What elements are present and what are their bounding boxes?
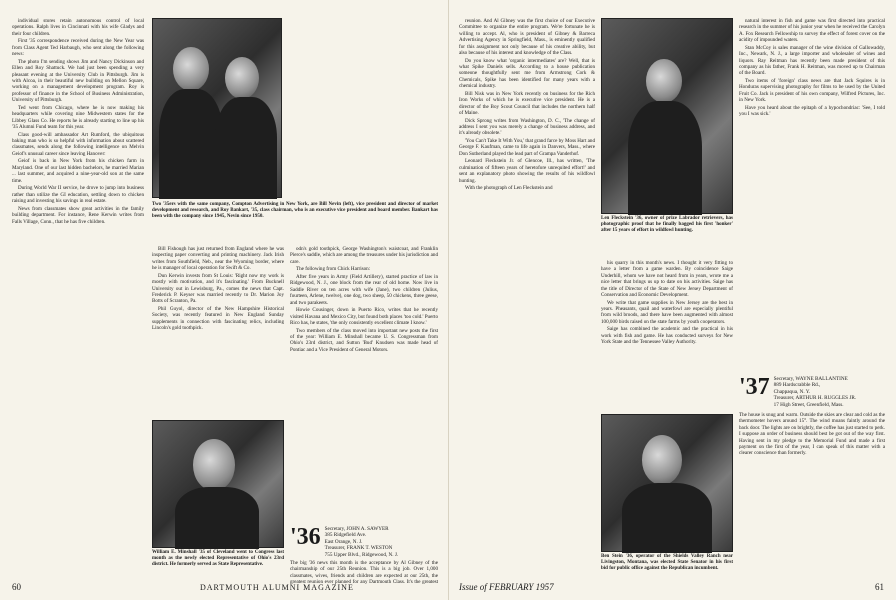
paragraph: Two members of the class moved into important new posts the first of the year: William E. Minshall became U. S. Congressman from Ohio's 23rd district, and Sutton 'Bud' Knudsen was made head of Pontiac and a Vice President of General Motors. bbox=[290, 327, 438, 353]
class-officers: Secretary, JOHN A. SAWYER 385 Ridgefield Ave. East Orange, N. J. Treasurer, FRANK T. WESTON 755 Upper Blvd., Ridgewood, N. J. bbox=[324, 526, 399, 558]
paragraph: Leonard Fleckstein Jr. of Glencoe, Ill., has written, 'The culmination of fifteen years of heretofore unrequited effort!' and sent an explanatory photo showing the results of his wildfowl hunting. bbox=[459, 158, 595, 184]
paragraph: reunion. And Al Gibney was the first choice of our Executive Committee to organize the entire program. We're fortunate he is willing to accept. Al, who is president of Gibney & Barreca Advertising Agency in Springfield, Mass., is eminently qualified for this assignment not only because of his creative ability, but also because of his interest and knowledge of the Class. bbox=[459, 18, 595, 57]
paragraph: Do you know what 'organic intermediates' are? Well, that is what Spike Daniels sells. According to a house publication someone thoughtfully sent me from Armstrong Cork & Chemicals, Spike has been identified for many years with a chemical industry. bbox=[459, 57, 595, 90]
paragraph: individual stores retain autonomous control of local operations. Ralph lives in Cincinnati with his wife Gladys and their four children. bbox=[12, 18, 144, 37]
class-year: '36 bbox=[290, 524, 321, 550]
paragraph: Bill Nisk was in New York recently on business for the Rich Iron Works of which he is executive vice president. He is a director of the Boy Scout Council that includes the northern half of Maine. bbox=[459, 90, 595, 117]
photo-caption-stein: Ben Stein '36, operator of the Shields Valley Ranch near Livingston, Montana, was elected State Senator in his first bid for public office against the Republican incumbent. bbox=[601, 554, 733, 572]
page-number-left: 60 bbox=[12, 582, 21, 592]
paragraph: Class good-will ambassador Art Rumford, the ubiquitous baking man who is so helpful with information about scattered classmates, sends along the following intelligence on Melvin Geiof's unusual career since leaving Hanover: bbox=[12, 131, 144, 157]
photo-compton-executives bbox=[152, 18, 282, 198]
class-1937-header bbox=[739, 376, 885, 408]
paragraph: Dun Kerwin invests from St Louis: 'Right now my work is mostly with motivation, and it's fascinating.' From Bucknell University out in Lewisburg, Pa., comes the news that Capt. Frederick P. Keyser was married recently to Dr. Marion Joy Botts of Scranton, Pa. bbox=[152, 272, 284, 305]
right-column-1 bbox=[459, 18, 595, 588]
paragraph: Geiof is back in New York from his chicken farm in Maryland. One of our last hidden bachelors, he married Marian ... last summer, and acquired a nine-year-old son at the same time. bbox=[12, 158, 144, 184]
class-1937-text: The house is snug and warm. Outside the skies are clear and cold as the thermometer hovers around 15°. The wind moans faintly around the back door. The lights are on brightly, the coffee has just started to perk. I suppose an order of business should best be got out of the way first. Having sent in my pledge to the Memorial Fund and made a first payment on the first of the year, I can speak of this matter with a clearer conscience than formerly. bbox=[739, 412, 885, 457]
paragraph: News from classmates show great activities in the family building department. For instance, Rene Kerwin writes from Falls Village, Conn., that he has five children. bbox=[12, 205, 144, 225]
paragraph: Howie Cousinger, down in Puerto Rico, writes that he recently visited Havana and Mexico City, but found both places 'too cold.' Puerto Rico has, he states, 'the only consistently excellent climate I know.' bbox=[290, 307, 438, 327]
class-1936-header bbox=[290, 526, 438, 558]
paragraph: Dick Sprong writes from Washington, D. C., 'The change of address I sent you was merely a change of business address, and it's already obsolete.' bbox=[459, 117, 595, 137]
right-column-3 bbox=[739, 18, 885, 372]
paragraph: The following from Chick Harrison: bbox=[296, 266, 371, 273]
photo-caption-compton: Two '35ers with the same company, Compton Advertising in New York, are Bill Nevin (left), vice president and director of market development and research, and Roy Bankart, '35, class chairman, who is an executive vice president and board member. Bankart has been with the company since 1945, Nevin since 1950. bbox=[152, 202, 438, 220]
paragraph: 'You Can't Take It With You,' that grand farce by Moss Hart and George F. Kaufman, came to life again in Danvers, Mass., where Don Sutherland played the lead part of Grampa Vanderhof. bbox=[459, 138, 595, 157]
paragraph: Two items of 'foreign' class news are that Jack Squires is in Honduras supervising photography for films to be used by the United Fruit Co. Jack is president of his own company, Wilfred Pictures, Inc. in New York. bbox=[739, 78, 885, 104]
paragraph: With the photograph of Len Fleckstein and bbox=[465, 185, 553, 192]
paragraph: During World War II service, he drove to jump into business rather than utilize the GI education, settling down to chicken raising and investing his savings in real estate. bbox=[12, 185, 144, 205]
paragraph: Bill Fishough has just returned from England where he was inspecting paper converting and printing machinery. Jack Irish writes from Southfield, Neb., near the Wyoming border, where he is manager of local operation for Swift & Co. bbox=[152, 246, 284, 272]
paragraph: Have you heard about the epitaph of a hypochondriac: 'See, I told you I was sick.' bbox=[739, 104, 885, 118]
paragraph: We write that game supplies in New Jersey are the best in years. Pheasants, quail and waterfowl are especially plentiful from wild broods, and there have been augmented with almost 100,000 birds raised on the state farms by youth cooperators. bbox=[601, 299, 733, 325]
paragraph: The photo I'm sending shows Jim and Nancy Dickinson and Ellen and Roy Shattuck. We had just been spending a very pleasant evening at the University Club in Pittsburgh. Jim is with Alcoa, in their beautiful new building on Mellon Square, working on a management development program. Roy is professor of finance in the School of Business Administration, University of Pittsburgh. bbox=[12, 58, 144, 104]
photo-caption-fleckstein: Len Fleckstein '36, owner of prize Labrador retrievers, has photographic proof that he finally bagged his first 'honker' after 15 years of effort in wildfowl hunting. bbox=[601, 216, 733, 234]
paragraph: First '35 correspondence received during the New Year was from Class Agent Ted Harbaugh, who sent along the following news: bbox=[12, 38, 144, 58]
right-column-2 bbox=[601, 260, 733, 410]
class-officers: Secretary, WAYNE BALLANTINE 889 Hardscrabble Rd., Chappaqua, N. Y. Treasurer, ARTHUR H. RUGGLES JR. 17 High Street, Greenfield, Mass. bbox=[773, 376, 857, 408]
issue-date: Issue of FEBRUARY 1957 bbox=[459, 582, 554, 592]
left-column-3 bbox=[290, 246, 438, 522]
photo-stein bbox=[601, 414, 733, 552]
paragraph: odn's gold toothpick, George Washington's waistcoat, and Franklin Pierce's saddle, which are among the treasures under his jurisdiction and care. bbox=[290, 246, 438, 265]
paragraph: Saige has combined the academic and the practical in his work with fish and game. He has conducted surveys for New York State and the Tennessee Valley Authority. bbox=[601, 326, 733, 346]
right-page bbox=[448, 0, 896, 600]
magazine-title: DARTMOUTH ALUMNI MAGAZINE bbox=[200, 583, 354, 592]
paragraph: his quarry in this month's news. I thought it very fitting to have a letter from a game warden. By coincidence Saige Underhill, whom we have not heard from in years, wrote me a nice letter that brings us up to date on his activities. Saige has the title of Director of the State of New Jersey Department of Conservation and Economic Development. bbox=[601, 260, 733, 299]
paragraph: natural interest in fish and game was first directed into practical research in the summer of his junior year when he received the Carolyn A. Fox Research Fellowship to survey the effect of forest cover on the acidity of impounded waters. bbox=[739, 18, 885, 44]
paragraph: Phil Guyol, director of the New Hampshire Historical Society, was recently featured in New England Sunday supplements in connection with fascinating relics, including Lincoln's gold toothpick. bbox=[152, 306, 284, 332]
photo-minshall bbox=[152, 420, 284, 548]
class-year: '37 bbox=[739, 374, 770, 400]
photo-caption-minshall: William E. Minshall '35 of Cleveland went to Congress last month as the newly elected Representative of Ohio's 23rd district. He formerly served as State Representative. bbox=[152, 550, 284, 568]
page-number-right: 61 bbox=[875, 582, 884, 592]
left-column-2 bbox=[152, 246, 284, 416]
paragraph: After five years in Army (Field Artillery), started practice of law in Ridgewood, N. J., one block from the rear of old home. Now live in Saddle River on ten acres with wife (Jane), two children (Julius, fourteen, Arlene, twelve), one dog, two sheep, 50 chickens, three geese, and two parakeets. bbox=[290, 274, 438, 306]
paragraph: Stan McCoy is sales manager of the wine division of Gallowaddy, Inc., Newark, N. J., a large importer and wholesaler of wines and liquors. Ray Reitman has recently been made president of this company as his father, Frank H. Reitman, was moved up to Chairman of the Board. bbox=[739, 44, 885, 77]
paragraph: Ted went from Chicago, where he is now making his headquarters while covering nine Midwestern states for the Libbey Glass Co. He reports he is already starting to line up his '35 Alumni Fund team for this year. bbox=[12, 104, 144, 131]
photo-fleckstein bbox=[601, 18, 733, 214]
class-1936-text: The big '36 news this month is the acceptance by Al Gibney of the chairmanship of our 25th Reunion. This is a big job. Over 1,000 classmates, wives, friends and children are expected at our 25th, the greatest reunion ever planned for any Dartmouth Class. It's the greatest bbox=[290, 560, 438, 586]
left-column-1 bbox=[12, 18, 144, 588]
